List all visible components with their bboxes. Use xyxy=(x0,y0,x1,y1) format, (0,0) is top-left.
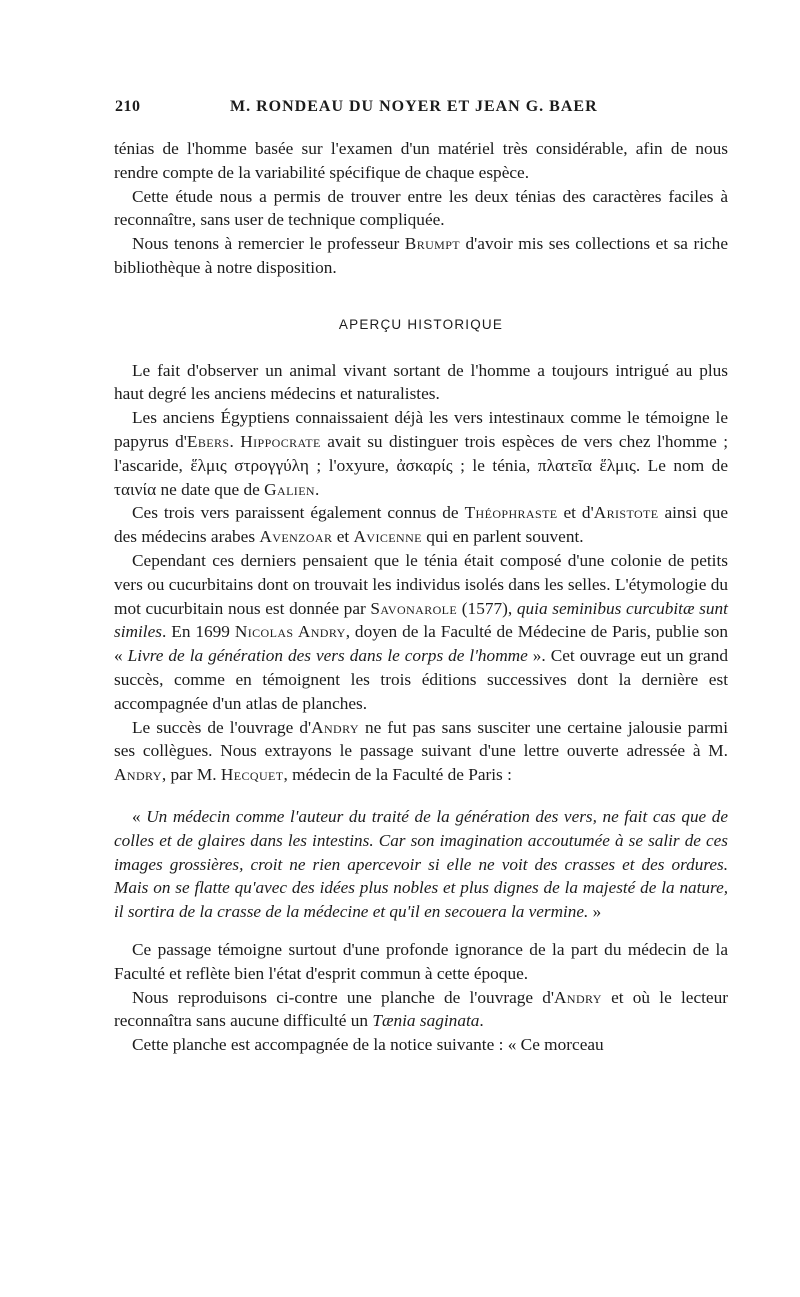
author-name: Andry xyxy=(114,765,162,785)
author-name: Galien xyxy=(264,479,315,499)
paragraph: Ce passage témoigne surtout d'une profonde ignorance de la part du médecin de la Faculté et reflète bien l'état d'esprit commun à cette époque. xyxy=(114,939,728,983)
running-header xyxy=(115,98,728,122)
author-name: Andry xyxy=(554,987,602,1007)
author-name: Avicenne xyxy=(353,527,422,547)
paragraph: Cette étude nous a permis de trouver entre les deux ténias des caractères faciles à reconnaître, sans user de technique compliquée. xyxy=(114,186,728,230)
paragraph: Ces trois vers paraissent également connus de Théophraste et d'Aristote ainsi que des médecins arabes Avenzoar et Avicenne qui en parlent souvent. xyxy=(114,503,728,547)
author-name: Théophraste xyxy=(464,503,558,523)
block-quote: « Un médecin comme l'auteur du traité de la génération des vers, ne fait cas que de colles et de glaires dans les intestins. Car son imagination accoutumée à se salir de ces images grossières, croit ne rien apercevoir si elle ne voit des crasses et des ordures. Mais on se flatte qu'avec des idées plus nobles et plus dignes de la majesté de la nature, il sortira de la crasse de la médecine et qu'il en secouera la vermine. » xyxy=(114,806,728,922)
author-name: Aristote xyxy=(593,503,659,523)
author-name: Nicolas Andry xyxy=(234,622,346,642)
running-title: M. RONDEAU DU NOYER ET JEAN G. BAER xyxy=(230,98,598,115)
author-name: Savonarole xyxy=(370,598,458,618)
paragraph: Nous reproduisons ci-contre une planche de l'ouvrage d'Andry et où le lecteur reconnaîtra sans aucune difficulté un Tænia saginata. xyxy=(114,987,728,1031)
page-body xyxy=(114,137,728,1057)
paragraph: Cette planche est accompagnée de la notice suivante : « Ce morceau xyxy=(132,1035,604,1055)
author-name: Hippocrate xyxy=(240,431,321,451)
author-name: Ebers xyxy=(186,431,230,451)
paragraph: Cependant ces derniers pensaient que le ténia était composé d'une colonie de petits vers ou cucurbitains dont on trouvait les individus isolés dans les selles. L'étymologie du mot cucurbitain nous est donnée par Savonarole (1577), quia seminibus curcubitæ sunt similes. En 1699 Nicolas Andry, doyen de la Faculté de Médecine de Paris, publie son « Livre de la génération des vers dans le corps de l'homme ». Cet ouvrage eut un grand succès, comme en témoignent les trois éditions successives dont la dernière est accompagnée d'un atlas de planches. xyxy=(114,550,728,713)
section-heading: APERÇU HISTORIQUE xyxy=(338,316,504,332)
author-name: Andry xyxy=(311,717,359,737)
page-number: 210 xyxy=(115,98,141,115)
author-name: Brumpt xyxy=(404,234,461,254)
paragraph: Nous tenons à remercier le professeur Brumpt d'avoir mis ses collections et sa riche bibliothèque à notre disposition. xyxy=(114,234,728,277)
quote-text: Un médecin comme l'auteur du traité de la génération des vers, ne fait cas que de colles et de glaires dans les intestins. Car son imagination accoutumée à se salir de ces images grossières, croit ne rien apercevoir si elle ne voit des crasses et des ordures. Mais on se flatte qu'avec des idées plus nobles et plus dignes de la majesté de la nature, il sortira de la crasse de la médecine et qu'il en secouera la vermine. xyxy=(114,806,728,922)
paragraph: Le succès de l'ouvrage d'Andry ne fut pas sans susciter une certaine jalousie parmi ses collègues. Nous extrayons le passage suivant d'une lettre ouverte adressée à M. Andry, par M. Hecquet, médecin de la Faculté de Paris : xyxy=(114,717,728,785)
paragraph: Le fait d'observer un animal vivant sortant de l'homme a toujours intrigué au plus haut degré les anciens médecins et naturalistes. xyxy=(114,360,728,404)
latin-quote: quia seminibus curcubitæ sunt similes xyxy=(114,598,728,642)
book-title: Livre de la génération des vers dans le corps de l'homme xyxy=(127,646,528,666)
species-name: Tænia saginata xyxy=(372,1011,480,1031)
author-name: Hecquet xyxy=(220,765,284,785)
paragraph: ténias de l'homme basée sur l'examen d'un matériel très considérable, afin de nous rendre compte de la variabilité spécifique de chaque espèce. xyxy=(114,139,728,182)
paragraph: Les anciens Égyptiens connaissaient déjà les vers intestinaux comme le témoigne le papyrus d'Ebers. Hippocrate avait su distinguer trois espèces de vers chez l'homme ; l'ascaride, ἕλμις στρογγύλη ; l'oxyure, ἀσκαρίς ; le ténia, πλατεῖα ἕλμις. Le nom de ταινία ne date que de Galien. xyxy=(114,408,728,499)
author-name: Avenzoar xyxy=(259,527,333,547)
